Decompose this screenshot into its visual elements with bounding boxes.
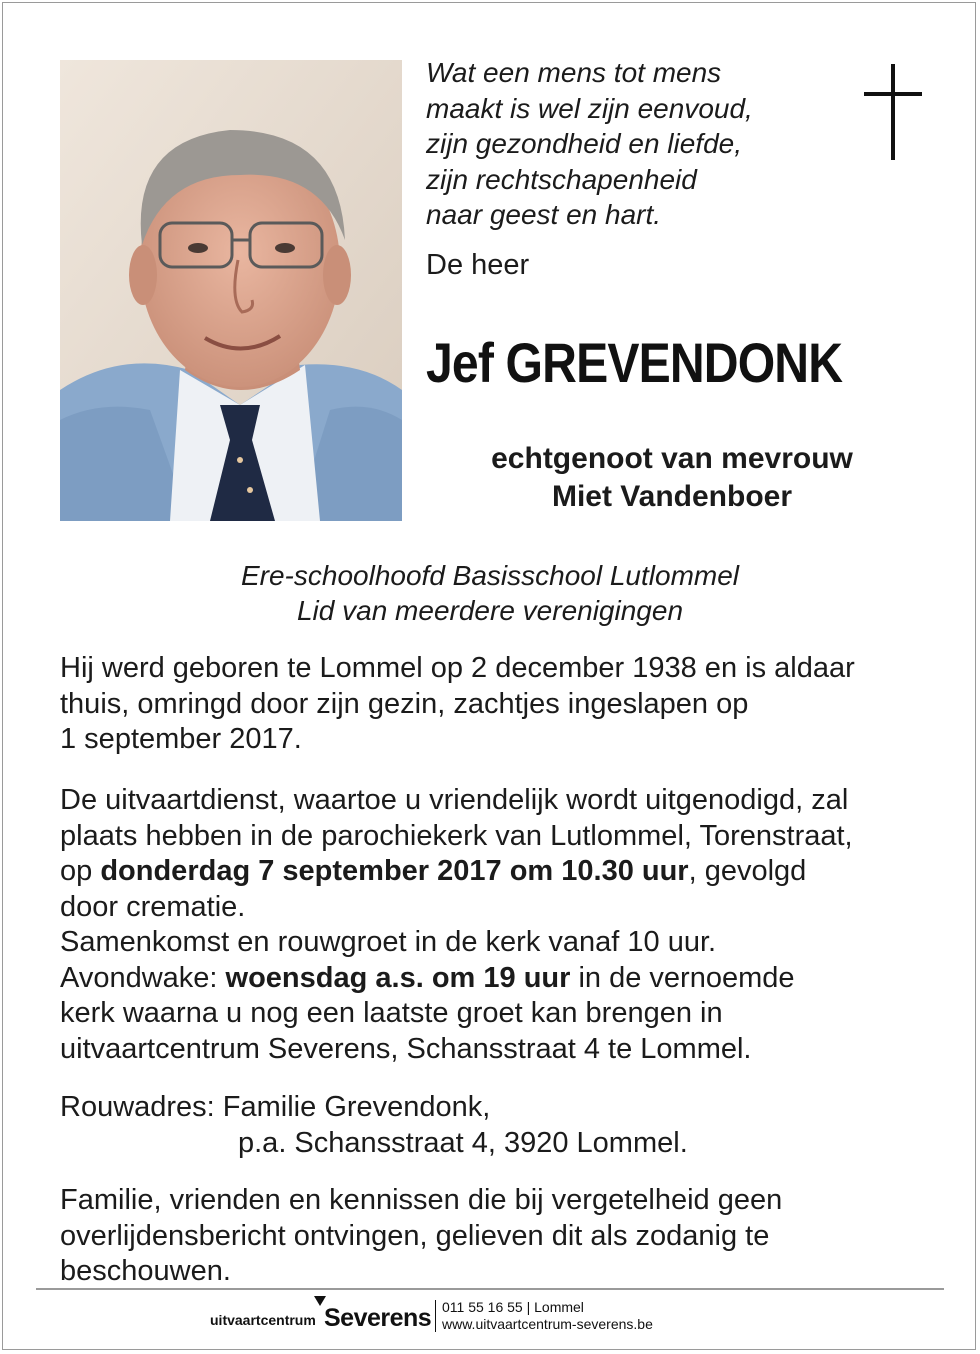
text-line: Samenkomst en rouwgroet in de kerk vanaf 10 uur. (60, 926, 717, 958)
text-segment: Avondwake: (60, 961, 226, 994)
text-line: p.a. Schansstraat 4, 3920 Lommel. (238, 1126, 688, 1159)
brand-small: uitvaartcentrum (210, 1312, 316, 1328)
text-line: Hij werd geboren te Lommel op 2 december 1938 en is aldaar (60, 652, 855, 684)
spouse-line: echtgenoot van mevrouw (491, 442, 853, 475)
birth-paragraph (60, 651, 940, 758)
poem-line: maakt is wel zijn eenvoud, (426, 92, 753, 124)
cross-icon (864, 64, 922, 160)
vigil-date: woensdag a.s. om 19 uur (225, 961, 571, 994)
text-line: plaats hebben in de parochiekerk van Lutlommel, Torenstraat, (60, 819, 853, 852)
funeral-date: donderdag 7 september 2017 om 10.30 uur (100, 855, 689, 887)
text-line (60, 854, 940, 890)
honorific: De heer (426, 249, 530, 281)
logo-separator (435, 1300, 436, 1332)
website: www.uitvaartcentrum-severens.be (442, 1316, 653, 1332)
notice-paragraph (60, 1183, 940, 1290)
address-block (60, 1090, 940, 1161)
title-line: Lid van meerdere verenigingen (296, 595, 684, 626)
text-line: overlijdensbericht ontvingen, gelieven dit als zodanig te (60, 1219, 770, 1252)
footer-divider (36, 1288, 944, 1290)
portrait-photo (60, 60, 402, 521)
contact-info (442, 1299, 653, 1333)
text-line: beschouwen. (60, 1255, 231, 1287)
text-line: Familie, vrienden en kennissen die bij vergetelheid geen (60, 1184, 783, 1216)
phone: 011 55 16 55 | Lommel (442, 1299, 584, 1315)
text-line: Rouwadres: Familie Grevendonk, (60, 1091, 491, 1123)
text-segment: op (60, 855, 101, 887)
spouse-name: Miet Vandenboer (551, 480, 793, 513)
deceased-name: Jef GREVENDONK (426, 331, 843, 394)
text-line: thuis, omringd door zijn gezin, zachtjes ingeslapen op (60, 687, 749, 720)
text-line (60, 961, 940, 997)
brand-name: Severens (324, 1304, 432, 1332)
titles-block (0, 558, 980, 628)
poem-line: zijn rechtschapenheid (426, 163, 697, 195)
text-segment: in de vernoemde (570, 961, 795, 994)
memorial-poem (426, 55, 753, 233)
poem-line: zijn gezondheid en liefde, (426, 128, 743, 159)
title-line: Ere-schoolhoofd Basisschool Lutlommel (240, 560, 740, 591)
poem-line: naar geest en hart. (426, 199, 662, 230)
text-line: kerk waarna u nog een laatste groet kan brengen in (60, 997, 723, 1029)
text-line: door crematie. (60, 890, 246, 923)
service-paragraph (60, 783, 940, 1067)
text-line: 1 september 2017. (60, 723, 302, 755)
text-line: uitvaartcentrum Severens, Schansstraat 4 te Lommel. (60, 1032, 752, 1065)
funeral-home-logo (210, 1296, 680, 1336)
text-line: De uitvaartdienst, waartoe u vriendelijk wordt uitgenodigd, zal (60, 784, 849, 816)
poem-line: Wat een mens tot mens (426, 57, 722, 88)
text-segment: , gevolgd (688, 855, 807, 887)
